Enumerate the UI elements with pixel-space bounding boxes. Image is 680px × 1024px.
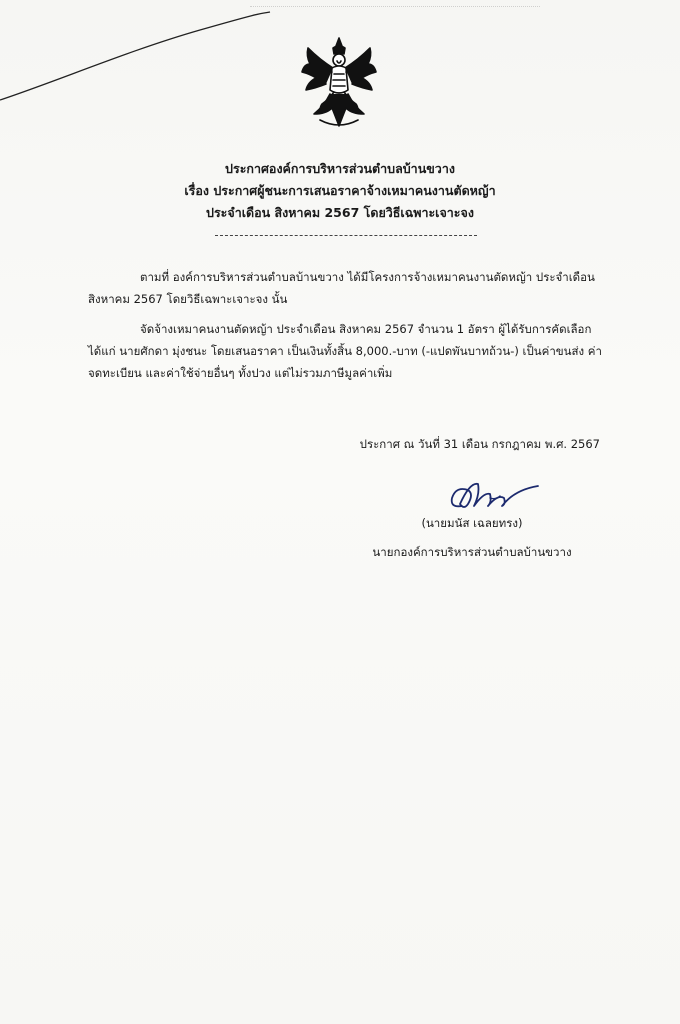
signer-title: นายกองค์การบริหารส่วนตำบลบ้านขวาง	[372, 545, 572, 559]
paragraph-intro	[88, 266, 600, 310]
announcement-header	[110, 158, 570, 224]
header-divider	[215, 235, 477, 236]
paragraph-line: จัดจ้างเหมาคนงานตัดหญ้า ประจำเดือน สิงหาคม 2567 จำนวน 1 อัตรา ผู้ได้รับการคัดเลือก	[140, 322, 592, 336]
header-period: ประจำเดือน สิงหาคม 2567 โดยวิธีเฉพาะเจาะจง	[206, 205, 474, 220]
signer-name: (นายมนัส เฉลยทรง)	[421, 516, 523, 530]
paragraph-line: ได้แก่ นายศักดา มุ่งชนะ โดยเสนอราคา เป็นเงินทั้งสิ้น 8,000.-บาท (-แปดพันบาทถ้วน-) เป็นค่าขนส่ง ค่า	[88, 344, 602, 358]
announcement-date: ประกาศ ณ วันที่ 31 เดือน กรกฎาคม พ.ศ. 2567	[359, 437, 600, 451]
paragraph-line: จดทะเบียน และค่าใช้จ่ายอื่นๆ ทั้งปวง แต่ไม่รวมภาษีมูลค่าเพิ่ม	[88, 366, 393, 380]
paragraph-line: สิงหาคม 2567 โดยวิธีเฉพาะเจาะจง นั้น	[88, 292, 288, 306]
header-subject: เรื่อง ประกาศผู้ชนะการเสนอราคาจ้างเหมาคนงานตัดหญ้า	[184, 183, 496, 198]
header-title: ประกาศองค์การบริหารส่วนตำบลบ้านขวาง	[225, 161, 455, 176]
paragraph-line: ตามที่ องค์การบริหารส่วนตำบลบ้านขวาง ได้มีโครงการจ้างเหมาคนงานตัดหญ้า ประจำเดือน	[140, 270, 595, 284]
paragraph-award	[88, 318, 600, 384]
garuda-emblem-icon	[300, 34, 378, 132]
